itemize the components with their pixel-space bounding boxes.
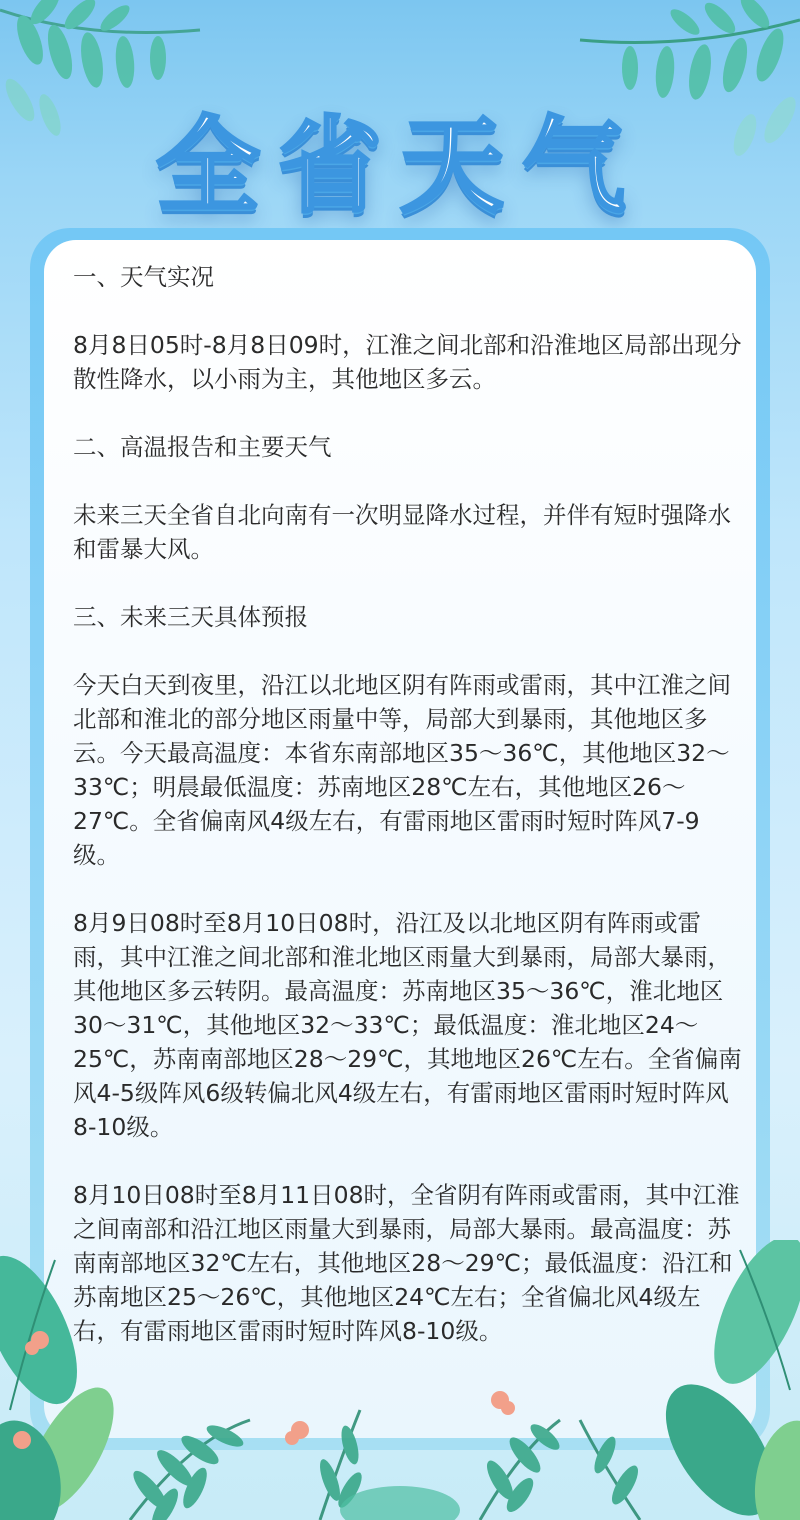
observation-text: 8月8日05时-8月8日09时，江淮之间北部和沿淮地区局部出现分散性降水，以小雨为主，其他地区多云。 (73, 331, 742, 393)
section-heading-observation: 一、天气实况 (73, 263, 214, 291)
section-heading-main-weather: 二、高温报告和主要天气 (73, 433, 332, 461)
foliage-decoration-bottom (0, 1240, 800, 1520)
section-heading-three-day-forecast: 三、未来三天具体预报 (73, 603, 308, 631)
page-title: 全省天气 (155, 105, 644, 227)
forecast-content (73, 260, 743, 1382)
forecast-aug9-text: 8月9日08时至8月10日08时，沿江及以北地区阴有阵雨或雷雨，其中江淮之间北部和淮北地区雨量大到暴雨，局部大暴雨，其他地区多云转阴。最高温度：苏南地区35～36℃，淮北地区30～31℃，其他地区32～33℃；最低温度：淮北地区24～25℃，苏南南部地区28～29℃，其地地区26℃左右。全省偏南风4-5级阵风6级转偏北风4级左右，有雷雨地区雷雨时短时阵风8-10级。 (73, 909, 742, 1141)
forecast-aug10-text: 8月10日08时至8月11日08时，全省阴有阵雨或雷雨，其中江淮之间南部和沿江地区雨量大到暴雨，局部大暴雨。最高温度：苏南南部地区32℃左右，其他地区28～29℃；最低温度：沿江和苏南地区25～26℃，其他地区24℃左右；全省偏北风4级左右，有雷雨地区雷雨时短时阵风8-10级。 (73, 1181, 740, 1345)
main-weather-text: 未来三天全省自北向南有一次明显降水过程，并伴有短时强降水和雷暴大风。 (73, 501, 731, 563)
forecast-today-text: 今天白天到夜里，沿江以北地区阴有阵雨或雷雨，其中江淮之间北部和淮北的部分地区雨量中等，局部大到暴雨，其他地区多云。今天最高温度：本省东南部地区35～36℃，其他地区32～33℃；明晨最低温度：苏南地区28℃左右，其他地区26～27℃。全省偏南风4级左右，有雷雨地区雷雨时短时阵风7-9级。 (73, 671, 731, 869)
